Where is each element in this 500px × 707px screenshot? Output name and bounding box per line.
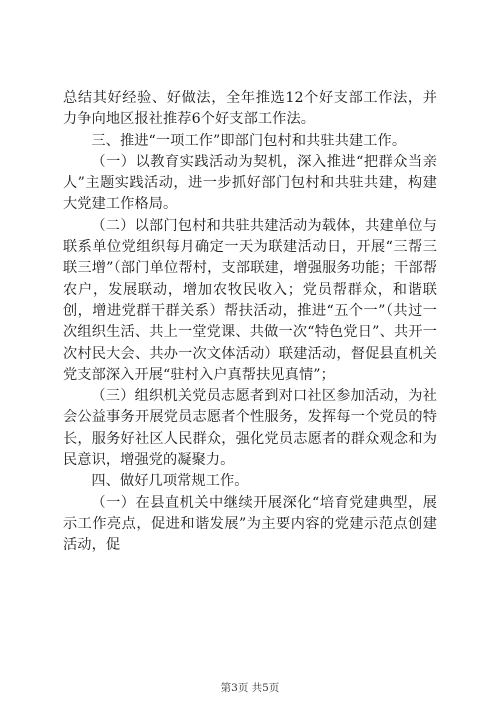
- paragraph-item-one: （一）以教育实践活动为契机，深入推进“把群众当亲人”主题实践活动，进一步抓好部门包村和共驻共建，构建大党建工作格局。: [63, 153, 437, 213]
- page-footer: 第3页 共5页: [220, 682, 280, 694]
- section-heading-four: 四、做好几项常规工作。: [91, 473, 249, 490]
- paragraph-item-three: （三）组织机关党员志愿者到对口社区参加活动，为社会公益事务开展党员志愿者个性服务，发挥每一个党员的特长，服务好社区人民群众，强化党员志愿者的群众观念和为民意识，增强党的凝聚力。: [63, 388, 437, 469]
- section-heading-three: 三、推进“一项工作”即部门包村和共驻共建工作。: [91, 132, 407, 149]
- body-text: [63, 88, 437, 557]
- paragraph-item-two: （二）以部门包村和共驻共建活动为载体，共建单位与联系单位党组织每月确定一天为联建活动日，开展“三帮三联三增”（部门单位帮村，支部联建，增强服务功能；干部帮农户，发展联动，增加农牧民收入；党员帮群众，和谐联创，增进党群干群关系）帮扶活动，推进“五个一”（共过一次组织生活、共上一堂党课、共做一次“特色党日”、共开一次村民大会、共办一次文体活动）联建活动，督促县直机关党支部深入开展“驻村入户真帮扶见真情”；: [63, 217, 437, 383]
- paragraph-continuation: 总结其好经验、好做法，全年推选12个好支部工作法，并力争向地区报社推荐6个好支部工作法。: [63, 90, 437, 128]
- paragraph-item-four-one: （一）在县直机关中继续开展深化“培育党建典型，展示工作亮点，促进和谐发展”为主要内容的党建示范点创建活动，促: [63, 494, 437, 554]
